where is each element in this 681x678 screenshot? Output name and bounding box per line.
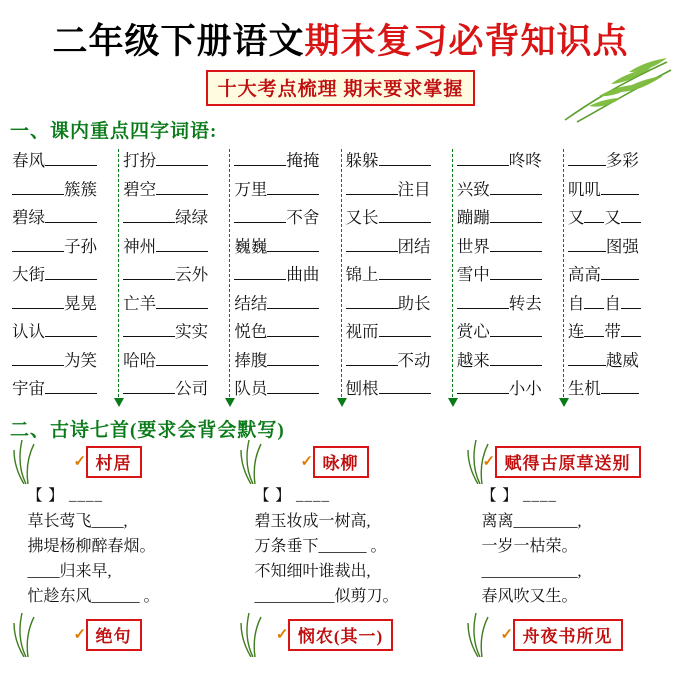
blank-line[interactable] [601, 279, 639, 280]
poem-card-fude [468, 446, 668, 609]
word-text: 曲曲 [286, 265, 320, 284]
check-icon: ✓ [73, 627, 88, 643]
word-text: 助长 [397, 293, 431, 313]
word-text: 雪中 [456, 265, 490, 284]
words-column-4 [342, 147, 453, 405]
poem-line[interactable]: 万条垂下______ 。 [254, 538, 387, 555]
poem-line[interactable]: 春风吹又生。 [481, 588, 578, 605]
word-text: 又 [567, 208, 585, 227]
word-text: 又长 [345, 208, 379, 227]
word-item [12, 347, 115, 376]
poem-line[interactable]: 忙趁东风______ 。 [27, 588, 160, 605]
blank-line[interactable] [457, 308, 509, 309]
word-item [346, 233, 449, 262]
blank-line[interactable] [490, 251, 542, 252]
word-item [568, 233, 671, 262]
word-item [123, 375, 226, 404]
poem-line[interactable]: 不知细叶谁裁出, [254, 563, 371, 580]
blank-line[interactable] [12, 251, 64, 252]
title-red-part: 期末复习必背知识点 [304, 22, 629, 61]
subtitle-wrap [0, 70, 681, 106]
word-item [346, 347, 449, 376]
poem-card-cunju [14, 446, 214, 609]
word-text: 捧腹 [234, 350, 268, 370]
poem-line[interactable]: ____归来早, [27, 563, 112, 580]
check-icon: ✓ [275, 627, 290, 643]
blank-line[interactable] [45, 393, 97, 394]
words-column-5 [453, 147, 564, 405]
blank-line[interactable] [490, 365, 542, 366]
blank-line[interactable] [267, 336, 319, 337]
section-2-heading: 二、古诗七首(要求会背会默写) [10, 420, 285, 441]
word-item [568, 176, 671, 205]
blank-line[interactable] [584, 308, 604, 309]
poem-body [14, 484, 214, 609]
word-item [457, 375, 560, 404]
blank-line[interactable] [123, 393, 175, 394]
word-text: 刨根 [345, 379, 379, 398]
blank-line[interactable] [267, 393, 319, 394]
word-text: 小小 [508, 379, 542, 398]
blank-line[interactable] [45, 279, 97, 280]
poem-line[interactable]: 【 】 ____ [254, 488, 331, 504]
check-icon: ✓ [73, 454, 88, 470]
word-text: 越来 [456, 350, 490, 370]
word-item [346, 147, 449, 176]
word-item [234, 233, 337, 262]
word-item [234, 318, 337, 347]
blank-line[interactable] [45, 165, 97, 166]
word-item [457, 204, 560, 233]
blank-line[interactable] [621, 336, 641, 337]
blank-line[interactable] [601, 393, 639, 394]
word-text: 越威 [605, 350, 639, 370]
blank-line[interactable] [621, 308, 641, 309]
blank-line[interactable] [346, 308, 398, 309]
blank-line[interactable] [457, 393, 509, 394]
blank-line[interactable] [584, 336, 604, 337]
poem-line[interactable]: 草长莺飞____, [27, 513, 128, 530]
poem-title[interactable]: ✓ 赋得古原草送别 [495, 446, 641, 478]
blank-line[interactable] [379, 222, 431, 223]
word-text: 不动 [397, 350, 431, 370]
word-item [123, 176, 226, 205]
word-item [346, 375, 449, 404]
blank-line[interactable] [123, 336, 175, 337]
blank-line[interactable] [379, 393, 431, 394]
word-item [568, 147, 671, 176]
blank-line[interactable] [346, 365, 398, 366]
word-text: 世界 [456, 236, 490, 256]
word-item [234, 261, 337, 290]
check-icon: ✓ [300, 454, 315, 470]
word-item [123, 347, 226, 376]
word-text: 大街 [12, 265, 45, 284]
word-text: 云外 [175, 265, 209, 284]
word-item [123, 290, 226, 319]
word-text: 连 [567, 322, 585, 341]
poem-card-jueju [14, 619, 214, 651]
blank-line[interactable] [379, 336, 431, 337]
word-text: 兴致 [456, 179, 490, 199]
word-text: 不舍 [286, 208, 320, 227]
section-1-heading: 一、课内重点四字词语: [10, 121, 218, 142]
poem-line[interactable]: 一岁一枯荣。 [481, 538, 578, 555]
words-column-2 [119, 147, 230, 405]
word-item [568, 347, 671, 376]
blank-line[interactable] [490, 279, 542, 280]
blank-line[interactable] [490, 222, 542, 223]
check-icon: ✓ [482, 454, 497, 470]
blank-line[interactable] [156, 165, 208, 166]
poem-line[interactable]: 碧玉妆成一树高, [254, 513, 371, 530]
blank-line[interactable] [234, 279, 286, 280]
blank-line[interactable] [457, 165, 509, 166]
blank-line[interactable] [267, 194, 319, 195]
title-black-part: 二年级下册语文 [52, 22, 305, 61]
blank-line[interactable] [234, 222, 286, 223]
word-item [12, 290, 115, 319]
grass-icon [12, 438, 38, 484]
blank-line[interactable] [568, 251, 606, 252]
blank-line[interactable] [12, 365, 64, 366]
word-text: 亡羊 [123, 293, 157, 313]
poems-row-1 [0, 446, 681, 609]
word-item [457, 318, 560, 347]
poem-title[interactable]: ✓ 村居 [86, 446, 142, 478]
word-text: 碧绿 [12, 208, 45, 227]
word-item [12, 375, 115, 404]
word-item [568, 290, 671, 319]
word-text: 带 [604, 322, 621, 341]
word-item [568, 318, 671, 347]
word-item [457, 233, 560, 262]
word-text: 掩掩 [286, 151, 320, 170]
word-text: 打扮 [123, 151, 157, 170]
poem-title[interactable]: ✓ 绝句 [86, 619, 142, 651]
word-item [457, 261, 560, 290]
word-text: 团结 [397, 236, 431, 256]
word-text: 注目 [397, 179, 431, 199]
blank-line[interactable] [379, 165, 431, 166]
word-item [12, 318, 115, 347]
grass-icon [239, 438, 265, 484]
blank-line[interactable] [156, 308, 208, 309]
poem-title[interactable]: ✓ 悯农(其一) [288, 619, 393, 651]
words-column-1 [8, 147, 119, 405]
blank-line[interactable] [584, 222, 604, 223]
blank-line[interactable] [45, 222, 97, 223]
word-item [123, 261, 226, 290]
word-item [457, 147, 560, 176]
word-text: 悦色 [234, 322, 268, 341]
blank-line[interactable] [12, 194, 64, 195]
poem-body [241, 484, 441, 609]
word-text: 认认 [12, 322, 45, 341]
poem-card-zhouye [468, 619, 668, 651]
word-text: 又 [604, 208, 621, 227]
words-grid [8, 147, 675, 405]
word-text: 赏心 [456, 322, 490, 341]
blank-line[interactable] [123, 279, 175, 280]
word-item [12, 204, 115, 233]
word-item [234, 176, 337, 205]
poem-line[interactable]: 拂堤杨柳醉春烟。 [27, 538, 156, 555]
blank-line[interactable] [123, 222, 175, 223]
words-column-3 [230, 147, 341, 405]
word-item [123, 318, 226, 347]
word-text: 队员 [234, 379, 268, 398]
word-item [457, 290, 560, 319]
blank-line[interactable] [267, 251, 319, 252]
word-text: 春风 [12, 151, 45, 170]
word-item [123, 204, 226, 233]
word-text: 多彩 [605, 151, 639, 170]
subtitle-badge: 十大考点梳理 期末要求掌握 [206, 70, 476, 106]
poem-title[interactable]: ✓ 舟夜书所见 [513, 619, 623, 651]
word-text: 叽叽 [567, 179, 601, 199]
word-text: 巍巍 [234, 236, 268, 256]
poem-line[interactable]: 【 】 ____ [481, 488, 558, 504]
word-text: 公司 [175, 379, 209, 398]
poem-line[interactable]: 【 】 ____ [27, 488, 104, 504]
word-item [346, 318, 449, 347]
word-item [12, 233, 115, 262]
word-text: 锦上 [345, 265, 379, 284]
grass-icon [466, 611, 492, 657]
poem-card-yongliu [241, 446, 441, 609]
blank-line[interactable] [621, 222, 641, 223]
blank-line[interactable] [12, 308, 64, 309]
word-text: 结结 [234, 293, 268, 313]
words-column-6 [564, 147, 675, 405]
blank-line[interactable] [379, 279, 431, 280]
poem-body [468, 484, 668, 609]
blank-line[interactable] [45, 336, 97, 337]
poem-line[interactable]: __________似剪刀。 [254, 588, 399, 605]
word-text: 绿绿 [175, 208, 209, 227]
word-item [12, 261, 115, 290]
word-text: 视而 [345, 322, 379, 341]
poems-row-2 [0, 619, 681, 651]
poem-line[interactable]: ____________, [481, 563, 582, 580]
blank-line[interactable] [234, 165, 286, 166]
word-text: 簇簇 [64, 179, 97, 199]
word-item [234, 347, 337, 376]
blank-line[interactable] [267, 308, 319, 309]
blank-line[interactable] [156, 365, 208, 366]
page-title [0, 0, 681, 64]
blank-line[interactable] [490, 194, 542, 195]
word-item [234, 375, 337, 404]
word-text: 高高 [567, 265, 601, 284]
poem-card-minnong [241, 619, 441, 651]
word-text: 子孙 [64, 236, 97, 256]
blank-line[interactable] [346, 251, 398, 252]
word-item [234, 204, 337, 233]
blank-line[interactable] [568, 365, 606, 366]
word-item [123, 147, 226, 176]
word-item [346, 261, 449, 290]
word-item [12, 147, 115, 176]
word-text: 万里 [234, 179, 268, 199]
word-text: 碧空 [123, 179, 157, 199]
word-text: 自 [567, 293, 585, 313]
grass-icon [12, 611, 38, 657]
word-text: 躲躲 [345, 151, 379, 170]
word-text: 宇宙 [12, 379, 45, 398]
check-icon: ✓ [500, 627, 515, 643]
blank-line[interactable] [156, 194, 208, 195]
poem-line[interactable]: 离离________, [481, 513, 582, 530]
word-item [234, 147, 337, 176]
word-text: 神州 [123, 236, 157, 256]
word-text: 咚咚 [508, 151, 542, 170]
blank-line[interactable] [568, 165, 606, 166]
word-text: 为笑 [64, 350, 97, 370]
word-item [457, 176, 560, 205]
word-text: 自 [604, 293, 621, 313]
word-text: 蹦蹦 [456, 208, 490, 227]
word-text: 哈哈 [123, 350, 157, 370]
blank-line[interactable] [490, 336, 542, 337]
word-item [457, 347, 560, 376]
word-text: 实实 [175, 322, 209, 341]
grass-icon [239, 611, 265, 657]
blank-line[interactable] [346, 194, 398, 195]
word-item [346, 176, 449, 205]
word-item [568, 261, 671, 290]
blank-line[interactable] [267, 365, 319, 366]
blank-line[interactable] [156, 251, 208, 252]
blank-line[interactable] [601, 194, 639, 195]
word-text: 生机 [567, 379, 601, 398]
word-text: 图强 [605, 236, 639, 256]
word-text: 转去 [508, 293, 542, 313]
word-item [346, 204, 449, 233]
word-item [568, 204, 671, 233]
word-item [346, 290, 449, 319]
word-item [234, 290, 337, 319]
word-item [123, 233, 226, 262]
word-item [12, 176, 115, 205]
poem-title[interactable]: ✓ 咏柳 [313, 446, 369, 478]
word-text: 晃晃 [64, 293, 97, 313]
word-item [568, 375, 671, 404]
